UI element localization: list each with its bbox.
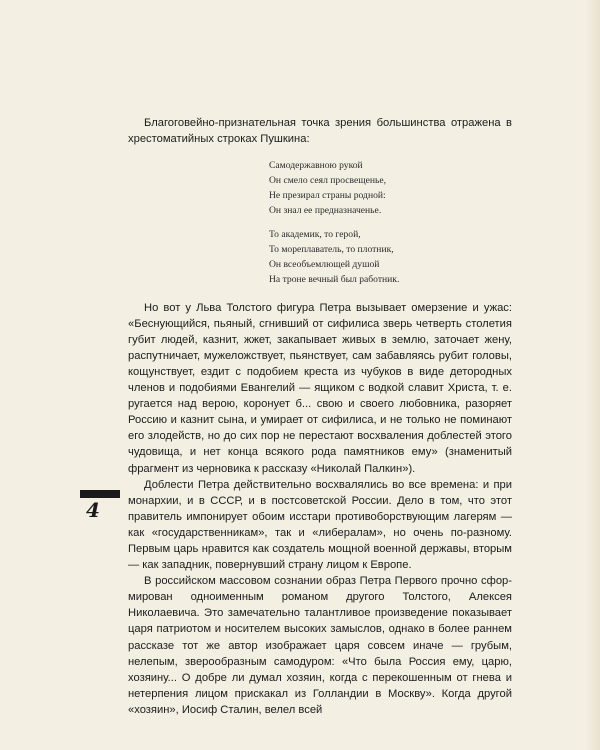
poem-line: На троне вечный был работник. — [269, 273, 400, 285]
paragraph-tolstoy-quote: Но вот у Льва Толстого фигура Петра вызывает омерзение и ужас: «Беснующийся, пьяный, сгнивший от сифилиса зверь четверть столетия губит людей, казнит, жжет, закапывает живых в землю, заточает жену, распутничает, мужеложствует, пьянствует, сам забавляясь рубит головы, кощунствует, ездит с подобием креста из чубуков в виде детородных членов и подобиями Евангелий — ящиком с водкой славит Христа, т. е. ругается над верою, коронует б... свою и своего любовника, разоряет Россию и казнит сына, и умирает от сифилиса, и не только не поминают его злодейств, но до сих пор не перестают восхваления доблестей этого чудовища, и нет конца всякого рода памятников ему» (знаменитый фрагмент из черновика к рассказу «Николай Палкин»). — [128, 301, 512, 475]
poem-quote — [269, 159, 512, 287]
page-number: 4 — [86, 498, 100, 522]
text-column — [128, 115, 512, 718]
page-edge-shadow — [586, 0, 600, 750]
paragraph-virtues: Доблести Петра действительно восхвалялись во все времена: и при монархии, и в СССР, и в постсоветской России. Дело в том, что этот правитель импонирует обоим исстари противоборствующим лагерям — как «государственникам», так и «либералам», но очень по-разному. Первым царь нравится как создатель мощной военной державы, вторым — как западник, повернувший страну лицом к Европе. — [128, 478, 512, 572]
poem-stanza-1 — [269, 159, 512, 218]
poem-line: То мореплаватель, то плотник, — [269, 244, 394, 256]
poem-stanza-2 — [269, 228, 512, 287]
poem-line: Он знал ее предназначенье. — [269, 204, 382, 216]
poem-line: Не презирал страны родной: — [269, 189, 386, 201]
paragraph-intro: Благоговейно-признательная точка зрения большинства отражена в хрестоматийных строках Пушкина: — [128, 117, 512, 146]
poem-line: Он смело сеял просвещенье, — [269, 174, 387, 186]
page-marker-bar — [80, 490, 120, 498]
poem-line: Он всеобъемлющей душой — [269, 258, 380, 270]
paragraph-mass-consciousness: В российском массовом сознании образ Петра Первого прочно сформирован одноименным романом другого Толстого, Алексея Николаевича. Это замечательно талантливое произведение показывает царя патриотом и носителем высоких замыслов, однако в более раннем рассказе тот же автор изображает царя совсем иначе — грубым, нелепым, зверообразным самодуром: «Что была Россия ему, царю, хозяину... О добре ли думал хозяин, когда с перекошенным от гнева и нетерпения лицом прискакал из Голландии в Москву». Когда другой «хозяин», Иосиф Сталин, велел всей — [128, 575, 512, 716]
poem-line: Самодержавною рукой — [269, 160, 363, 172]
poem-line: То академик, то герой, — [269, 229, 361, 241]
